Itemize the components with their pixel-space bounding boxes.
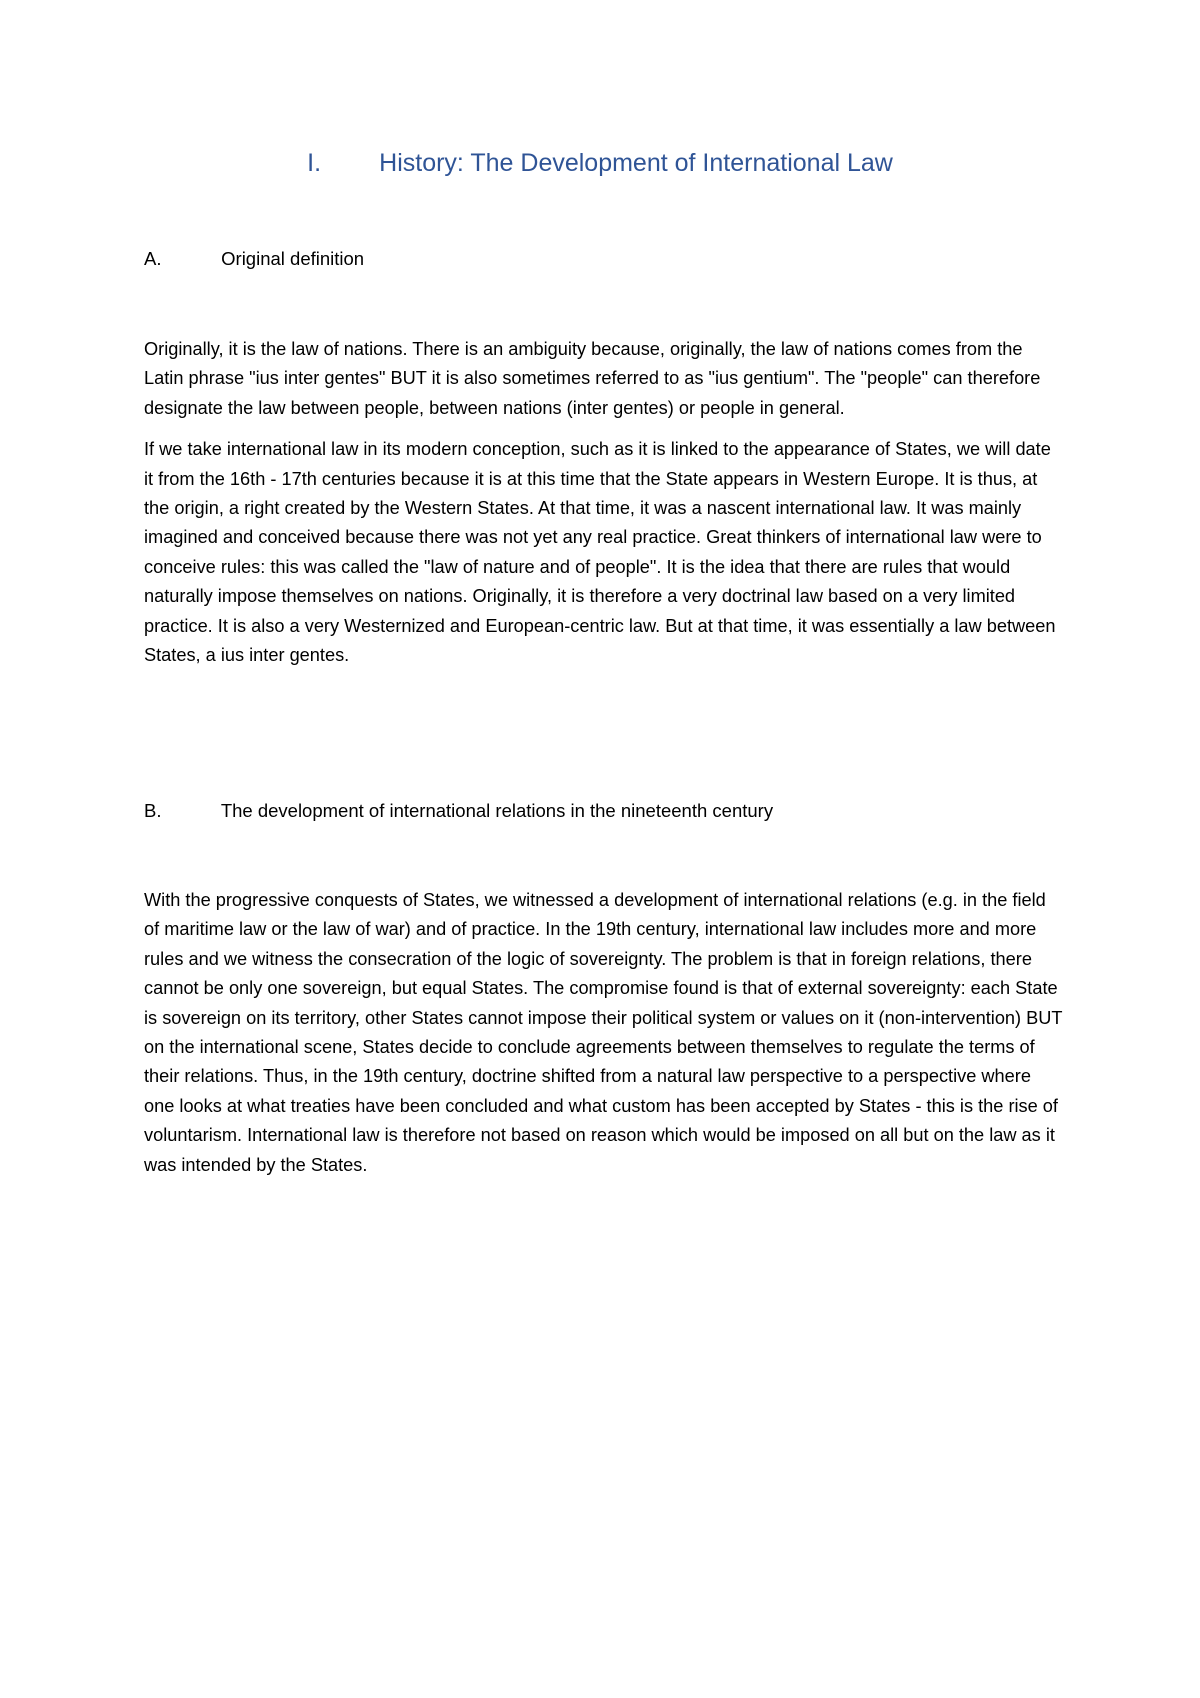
- title-text: History: The Development of International Law: [379, 149, 893, 177]
- title-number: I.: [307, 149, 322, 177]
- section-a-paragraph-1: Originally, it is the law of nations. There is an ambiguity because, originally, the law of nations comes from the Latin phrase "ius inter gentes" BUT it is also sometimes referred to as "ius gentium". The "people" can therefore designate the law between people, between nations (inter gentes) or people in general.: [144, 339, 1041, 418]
- section-a-body: [144, 335, 1064, 682]
- section-a-heading-text: Original definition: [221, 248, 365, 269]
- section-a-letter: A.: [144, 248, 162, 269]
- page-title: [0, 148, 1200, 178]
- section-a-paragraph-2: If we take international law in its modern conception, such as it is linked to the appearance of States, we will date it from the 16th - 17th centuries because it is at this time that the State appears in Western Europe. It is thus, at the origin, a right created by the Western States. At that time, it was a nascent international law. It was mainly imagined and conceived because there was not yet any real practice. Great thinkers of international law were to conceive rules: this was called the "law of nature and of people". It is the idea that there are rules that would naturally impose themselves on nations. Originally, it is therefore a very doctrinal law based on a very limited practice. It is also a very Westernized and European-centric law. But at that time, it was essentially a law between States, a ius inter gentes.: [144, 439, 1056, 666]
- section-b-letter: B.: [144, 800, 162, 821]
- section-b-heading: [144, 799, 773, 823]
- section-a-heading: [144, 247, 364, 271]
- section-b-body: [144, 886, 1064, 1192]
- section-b-heading-text: The development of international relations in the nineteenth century: [220, 800, 774, 821]
- section-b-paragraph-1: With the progressive conquests of States, we witnessed a development of international relations (e.g. in the field of maritime law or the law of war) and of practice. In the 19th century, international law includes more and more rules and we witness the consecration of the logic of sovereignty. The problem is that in foreign relations, there cannot be only one sovereign, but equal States. The compromise found is that of external sovereignty: each State is sovereign on its territory, other States cannot impose their political system or values on it (non-intervention) BUT on the international scene, States decide to conclude agreements between themselves to regulate the terms of their relations. Thus, in the 19th century, doctrine shifted from a natural law perspective to a perspective where one looks at what treaties have been concluded and what custom has been accepted by States - this is the rise of voluntarism. International law is therefore not based on reason which would be imposed on all but on the law as it was intended by the States.: [144, 890, 1063, 1175]
